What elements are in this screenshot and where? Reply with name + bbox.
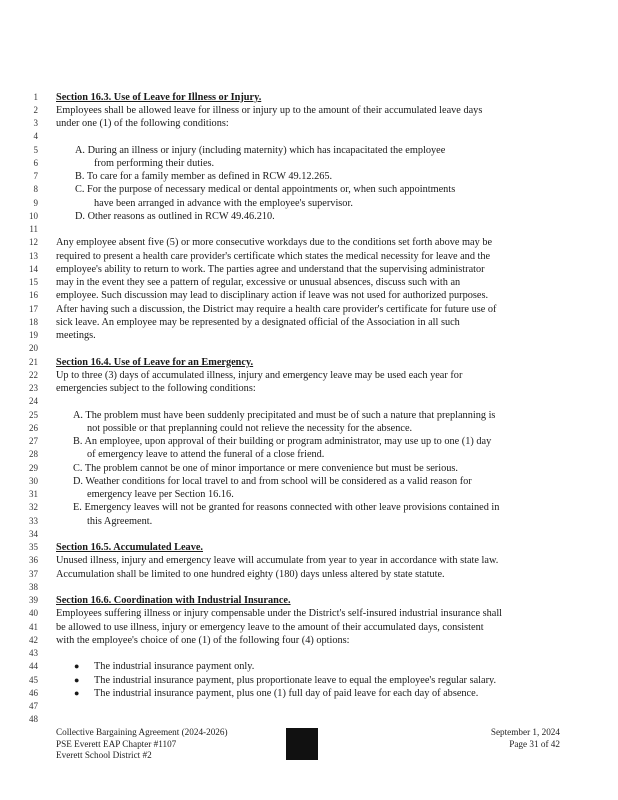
- footer-agreement-title: Collective Bargaining Agreement (2024-2026): [56, 727, 228, 737]
- line-text: Employees suffering illness or injury compensable under the District's self-insured industrial insurance shall: [56, 608, 503, 620]
- document-line: [0, 395, 618, 408]
- line-number: 24: [29, 396, 38, 407]
- line-number: 7: [33, 171, 38, 181]
- line-text: Unused illness, injury and emergency leave will accumulate from year to year in accordance with state law.: [56, 555, 499, 567]
- section-heading: Section 16.4. Use of Leave for an Emergency.: [56, 356, 254, 368]
- document-line: [0, 130, 618, 143]
- line-number: 12: [29, 237, 38, 248]
- section-heading: Section 16.6. Coordination with Industrial Insurance.: [56, 595, 291, 606]
- line-number: 35: [29, 542, 38, 552]
- line-number: 14: [29, 263, 38, 274]
- document-line: [0, 197, 618, 210]
- line-number: 41: [29, 621, 38, 632]
- line-text: B. An employee, upon approval of their building or program administrator, may use up to one (1) day: [73, 436, 492, 447]
- line-number: 17: [29, 303, 38, 314]
- line-number: 22: [29, 369, 38, 380]
- line-text: may in the event they see a pattern of regular, excessive or unusual absences, discuss such with an: [56, 277, 461, 288]
- line-text: Accumulation shall be limited to one hundred eighty (180) days unless altered by state statute.: [56, 568, 445, 580]
- document-line: [0, 634, 618, 647]
- document-line: [0, 117, 618, 130]
- line-number: 42: [29, 634, 38, 645]
- line-text: sick leave. An employee may be represented by a designated official of the Association in all such: [56, 316, 460, 328]
- document-line: [0, 250, 618, 263]
- line-text: C. For the purpose of necessary medical or dental appointments or, when such appointments: [75, 184, 456, 196]
- footer-page-number: Page 31 of 42: [509, 738, 560, 749]
- line-number: 9: [33, 197, 38, 208]
- document-line: [0, 435, 618, 448]
- line-number: 30: [29, 475, 38, 486]
- line-number: 4: [33, 131, 38, 142]
- line-text: D. Weather conditions for local travel to and from school will be considered as a valid reason for: [73, 475, 472, 487]
- line-number: 33: [29, 515, 38, 526]
- line-number: 31: [29, 489, 38, 499]
- line-number: 10: [29, 210, 38, 221]
- document-line: [0, 674, 618, 687]
- line-text: meetings.: [56, 330, 96, 341]
- line-number: 1: [33, 91, 38, 102]
- footer-date: September 1, 2024: [490, 727, 560, 737]
- document-line: [0, 276, 618, 289]
- document-line: [0, 303, 618, 316]
- line-text: of emergency leave to attend the funeral of a close friend.: [87, 449, 325, 461]
- section-heading: Section 16.3. Use of Leave for Illness or Injury.: [56, 91, 262, 103]
- line-text: not possible or that preplanning could not relieve the necessity for the absence.: [87, 422, 413, 434]
- line-text: from performing their duties.: [94, 157, 215, 169]
- document-line: [0, 660, 618, 673]
- document-line: [0, 316, 618, 329]
- line-text: be allowed to use illness, injury or emergency leave to the amount of their accumulated days, consistent: [56, 621, 484, 633]
- line-number: 32: [29, 502, 38, 513]
- document-line: [0, 554, 618, 567]
- bullet-icon: ●: [74, 661, 80, 672]
- line-number: 18: [29, 316, 38, 327]
- line-text: The industrial insurance payment only.: [94, 661, 255, 673]
- line-text: with the employee's choice of one (1) of the following four (4) options:: [56, 634, 350, 646]
- line-number: 45: [29, 674, 38, 685]
- line-text: E. Emergency leaves will not be granted for reasons connected with other leave provisions contained in: [73, 502, 500, 514]
- line-text: under one (1) of the following conditions:: [56, 118, 229, 129]
- line-number: 6: [33, 157, 38, 168]
- line-text: Any employee absent five (5) or more consecutive workdays due to the conditions set forth above may be: [56, 237, 493, 249]
- line-number: 43: [29, 648, 38, 658]
- line-text: A. During an illness or injury (including maternity) which has incapacitated the employee: [75, 144, 446, 156]
- line-text: required to present a health care provider's certificate which states the medical necessity for leave and the: [56, 250, 491, 262]
- document-line: [0, 236, 618, 249]
- document-line: [0, 422, 618, 435]
- footer-left: [56, 727, 228, 762]
- section-heading: Section 16.5. Accumulated Leave.: [56, 542, 204, 553]
- line-number: 46: [29, 687, 38, 698]
- document-line: [0, 700, 618, 713]
- line-text: emergencies subject to the following conditions:: [56, 383, 256, 394]
- line-text: Employees shall be allowed leave for illness or injury up to the amount of their accumulated leave days: [56, 104, 483, 116]
- line-number: 28: [29, 449, 38, 460]
- document-line: [0, 409, 618, 422]
- line-number: 47: [29, 701, 38, 711]
- document-line: [0, 210, 618, 223]
- document-line: [0, 448, 618, 461]
- document-line: [0, 329, 618, 342]
- line-text: After having such a discussion, the District may require a health care provider's certificate for future use of: [56, 303, 497, 315]
- line-text: D. Other reasons as outlined in RCW 49.46.210.: [75, 210, 275, 222]
- line-text: emergency leave per Section 16.16.: [87, 489, 234, 500]
- line-text: C. The problem cannot be one of minor importance or mere convenience but must be serious.: [73, 462, 458, 474]
- document-line: [0, 183, 618, 196]
- line-number: 39: [29, 595, 38, 605]
- document-line: [0, 607, 618, 620]
- document-line: [0, 488, 618, 501]
- line-number: 44: [29, 661, 38, 672]
- line-number: 19: [29, 330, 38, 340]
- line-number: 3: [33, 118, 38, 128]
- footer-black-box: [286, 728, 318, 760]
- line-text: The industrial insurance payment, plus proportionate leave to equal the employee's regular salary.: [94, 674, 497, 686]
- line-text: employee. Such discussion may lead to disciplinary action if leave was not used for authorized purposes.: [56, 290, 489, 302]
- document-line: [0, 342, 618, 355]
- document-line: [0, 687, 618, 700]
- document-line: [0, 91, 618, 104]
- line-number: 5: [33, 144, 38, 155]
- line-text: A. The problem must have been suddenly precipitated and must be of such a nature that preplanning is: [73, 409, 496, 421]
- line-number: 20: [29, 343, 38, 354]
- line-number: 38: [29, 581, 38, 592]
- line-number: 34: [29, 528, 38, 539]
- document-line: [0, 289, 618, 302]
- line-number: 15: [29, 277, 38, 287]
- document-line: [0, 568, 618, 581]
- line-number: 26: [29, 422, 38, 433]
- document-line: [0, 462, 618, 475]
- footer-district: Everett School District #2: [56, 750, 152, 760]
- line-number: 36: [29, 555, 38, 566]
- document-line: [0, 157, 618, 170]
- line-text: Up to three (3) days of accumulated illness, injury and emergency leave may be used each year for: [56, 369, 463, 381]
- document-line: [0, 170, 618, 183]
- line-number: 16: [29, 290, 38, 301]
- document-line: [0, 263, 618, 276]
- document-line: [0, 528, 618, 541]
- line-text: B. To care for a family member as defined in RCW 49.12.265.: [75, 171, 333, 182]
- document-line: [0, 369, 618, 382]
- document-line: [0, 541, 618, 554]
- document-line: [0, 594, 618, 607]
- document-line: [0, 621, 618, 634]
- line-number: 25: [29, 409, 38, 420]
- bullet-icon: ●: [74, 687, 80, 698]
- document-line: [0, 581, 618, 594]
- document-line: [0, 713, 618, 726]
- line-number: 37: [29, 568, 38, 579]
- line-text: employee's ability to return to work. The parties agree and understand that the supervising administrator: [56, 263, 485, 275]
- line-number: 29: [29, 462, 38, 473]
- line-text: The industrial insurance payment, plus one (1) full day of paid leave for each day of absence.: [94, 687, 479, 699]
- line-number: 40: [29, 608, 38, 619]
- document-line: [0, 104, 618, 117]
- line-number: 8: [33, 184, 38, 195]
- document-line: [0, 647, 618, 660]
- footer-right: [491, 727, 560, 750]
- document-line: [0, 501, 618, 514]
- line-number: 27: [29, 436, 38, 446]
- line-number: 11: [29, 224, 38, 234]
- line-number: 2: [33, 104, 38, 115]
- document-line: [0, 475, 618, 488]
- document-line: [0, 382, 618, 395]
- line-number: 48: [29, 714, 38, 725]
- line-text: have been arranged in advance with the employee's supervisor.: [94, 197, 353, 209]
- line-number: 13: [29, 250, 38, 261]
- document-line: [0, 515, 618, 528]
- document-line: [0, 223, 618, 236]
- line-number: 21: [29, 356, 38, 367]
- bullet-icon: ●: [74, 674, 80, 685]
- footer-chapter: PSE Everett EAP Chapter #1107: [56, 738, 177, 749]
- line-text: this Agreement.: [87, 515, 153, 527]
- document-line: [0, 356, 618, 369]
- document-line: [0, 144, 618, 157]
- line-number: 23: [29, 383, 38, 393]
